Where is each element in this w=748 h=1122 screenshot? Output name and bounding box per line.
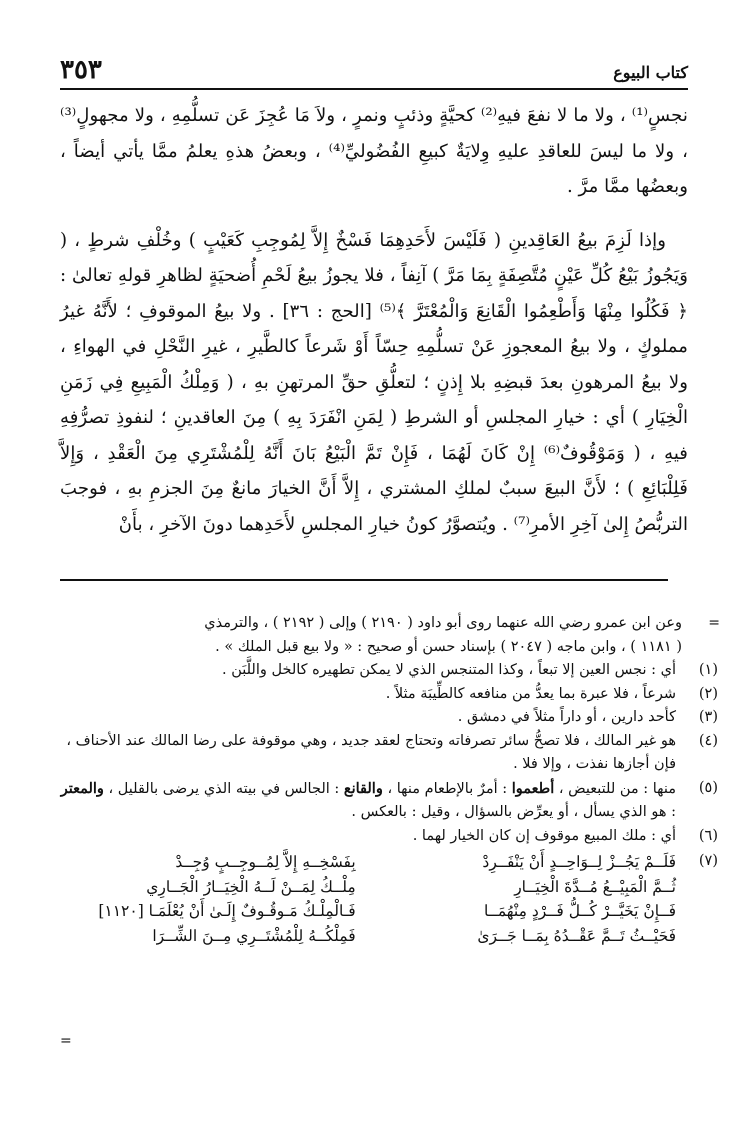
footnote-number: (٤)	[698, 732, 718, 749]
hemistich: فَــإِنْ يَخَيَّــرْ كُــلُّ فَــرْدٍ مِنْهُمَــا	[484, 902, 676, 920]
footnote-text: أي : نجس العين إلا تبعاً ، وكذا المتنجس الذي لا يمكن تطهيره كالخل واللَّبَن .	[222, 662, 676, 678]
paragraph: نجسٍ⁽¹⁾ ، ولا ما لا نفعَ فيهِ⁽²⁾ كحيَّةٍ وذئبٍ ونمرٍ ، ولاَ مَا عُجِزَ عَن تسلُّمِهِ ، ولا مجهولٍ⁽³⁾ ، ولا ما ليسَ للعاقدِ عليهِ وِلايَةٌ كبيعِ الفُضُوليِّ⁽⁴⁾ ، وبعضُ هذهِ يعلمُ ممَّا يأتي أيضاً ، وبعضُها ممَّا مرَّ .	[60, 105, 688, 197]
footnote-number: (٧)	[698, 853, 718, 869]
footnote-text	[60, 777, 676, 825]
footnote-4	[60, 730, 718, 777]
hemistich: ثُــمَّ الْمَبِيْــعُ مُــدَّةَ الْخِيَــارِ	[514, 877, 676, 896]
footnotes	[60, 612, 720, 948]
paragraph: وإذا لَزِمَ بيعُ العَاقِدينِ ( فَلَيْسَ لأَحَدِهِمَا فَسْخٌ إِلاَّ لِمُوجِبِ كَعَيْبٍ ) وخُلْفِ شرطٍ ، ( وَيَجُوزُ بَيْعُ كُلِّ عَيْنٍ مُتَّصِفَةٍ بِمَا مَرَّ ) آنِفاً ، فلا يجوزُ بيعُ لَحْمِ أُضحيَةٍ لظاهرِ قولهِ تعالىٰ : ﴿ فَكُلُوا مِنْهَا وَأَطْعِمُوا الْقَانِعَ وَالْمُعْتَرَّ ﴾⁽⁵⁾ [الحج : ٣٦] . ولا بيعُ الموقوفِ ؛ لأَنَّهُ غيرُ مملوكٍ ، ولا بيعُ المعجوزِ عَنْ تسلُّمِهِ حِسّاً أَوْ شَرعاً كالطَّيرِ ، غيرِ النَّحْلِ في الهواءِ ، ولا بيعُ المرهونِ بعدَ قبضِهِ بلا إِذنٍ ؛ لتعلُّقِ حقِّ المرتهنِ بهِ ، ( وَمِلْكُ الْمَبِيعِ فِي زَمَنِ الْخِيَارِ ) أي : خيارِ المجلسِ أو الشرطِ ( لِمَنِ انْفَرَدَ بِهِ ) مِنَ العاقدينِ ؛ لنفوذِ تصرُّفِهِ فيهِ ، ( وَمَوْقُوفٌ⁽⁶⁾ إِنْ كَانَ لَهُمَا ، فَإِنْ تَمَّ الْبَيْعُ بَانَ أَنَّهُ لِلْمُشْتَرِي مِنَ الْعَقْدِ ، وَإِلاَّ فَلِلْبَائِعِ ) ؛ لأَنَّ البيعَ سببٌ لملكِ المشتري ، إِلاَّ أَنَّ الخيارَ مانعٌ مِنَ الجزمِ بهِ ، فوجبَ التربُّصُ إِلىٰ آخِرِ الأمرِ⁽⁷⁾ . ويُتصوَّرُ كونُ خيارِ المجلسِ لأَحَدِهما دونَ الآخرِ ، بأَنْ	[60, 229, 689, 535]
keyword: والقانع	[343, 779, 383, 797]
header-rule	[60, 88, 688, 90]
footnote-number: (٣)	[698, 709, 718, 725]
poem-verse	[60, 850, 676, 875]
footnote-number: (٢)	[698, 685, 718, 702]
poem-verse	[60, 899, 676, 924]
poem-verse	[60, 875, 676, 900]
footnote-text-part: : هو الذي يسأل ، أو يعرِّض بالسؤال ، وقيل : بالعكس .	[351, 804, 676, 820]
page-number: ٣٥٣	[60, 55, 102, 85]
footnote-text-part: منها : من للتبعيض ،	[554, 780, 676, 797]
hemistich: بِفَسْخِــهِ إِلاَّ لِمُــوجِــبٍ وُجِــدْ	[175, 853, 356, 871]
footnote-text-part: : أمرٌ بالإطعام منها ،	[382, 780, 512, 797]
footnote-text: كأحد دارين ، أو داراً مثلاً في دمشق .	[457, 709, 676, 725]
book-title: كتاب البيوع	[613, 63, 688, 82]
hemistich: فَمِلْكُــهُ لِلْمُشْتَــرِي مِــنَ الشِّــرَا	[152, 926, 356, 945]
continuation-line: ( ١١٨١ ) ، وابن ماجه ( ٢٠٤٧ ) بإسناد حسن أو صحيح : « ولا بيع قبل الملك » .	[215, 638, 682, 655]
footnote-6	[60, 825, 718, 849]
footnote-number: (٦)	[698, 827, 718, 844]
footnote-2	[60, 683, 718, 707]
footnote-number: (١)	[698, 662, 718, 678]
hemistich: فَـالْمِلْـكُ مَـوقُـوفٌ إِلَـىٰ أَنْ يُعْلَمَـا [١١٢٠]	[98, 902, 356, 920]
main-text	[60, 98, 688, 560]
hemistich: فَحَيْــثُ تَــمَّ عَقْــدُهُ بِمَــا جَــرَىٰ	[477, 926, 676, 945]
footnote-3	[60, 706, 718, 730]
poem	[60, 850, 676, 948]
footnote-text: أي : ملك المبيع موقوف إن كان الخيار لهما .	[412, 827, 676, 844]
continuation-marker: =	[708, 615, 720, 631]
continuation-marker-bottom: =	[60, 1033, 72, 1049]
footnote-7	[60, 850, 718, 948]
keyword: أطعموا	[511, 779, 555, 797]
footnote-number: (٥)	[698, 779, 718, 796]
hemistich: فَلَــمْ يَجُــزْ لِــوَاحِــدٍ أَنْ يَنْفَــرِدْ	[482, 853, 676, 871]
hemistich: مِلْــكُ لِمَــنْ لَــهُ الْخِيَــارُ الْجَــارِي	[146, 877, 356, 896]
keyword: والمعتر	[60, 779, 104, 797]
continuation-line: وعن ابن عمرو رضي الله عنهما روى أبو داود ( ٢١٩٠ ) وإلى ( ٢١٩٢ ) ، والترمذي	[204, 615, 682, 631]
footnote-5	[60, 777, 718, 825]
footnote-rule	[60, 579, 668, 581]
footnote-1	[60, 659, 718, 683]
footnote-continuation	[60, 612, 720, 659]
poem-verse	[60, 924, 676, 949]
footnote-text: شرعاً ، فلا عبرة بما يعدُّ من منافعه كالطِّيبَة مثلاً .	[385, 685, 676, 702]
footnote-text: هو غير المالك ، فلا تصحُّ سائر تصرفاته وتحتاج لعقد جديد ، وهي موقوفة على رضا المالك عند الأحناف ، فإن أجازها نفذت ، وإلا فلا .	[66, 732, 676, 772]
footnote-text-part: : الجالس في بيته الذي يرضى بالقليل ،	[103, 780, 344, 797]
